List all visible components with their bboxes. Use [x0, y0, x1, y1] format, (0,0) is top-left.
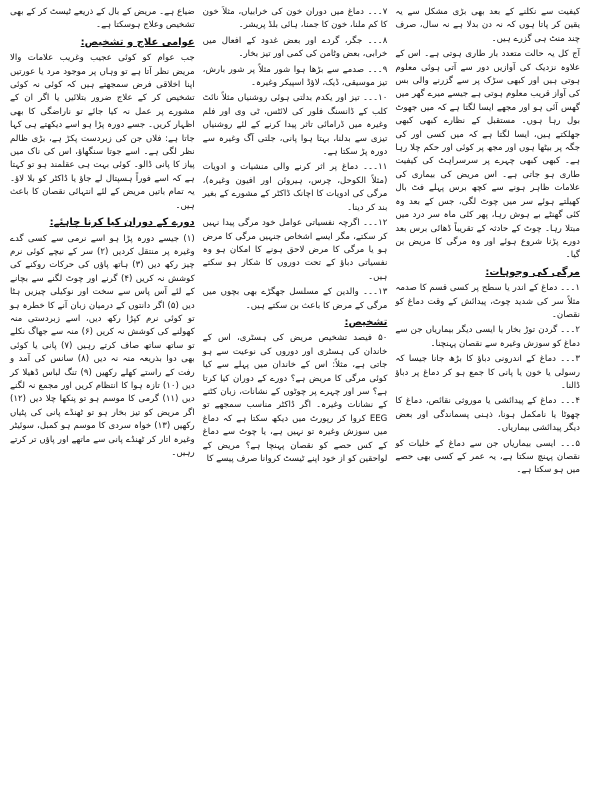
paragraph: ۹۔۔۔ صدمے سے بڑھا ہوا شور مثلاً پر شور بارش، تیز موسیقی، ڈیک، لاؤڈ اسپیکر وغیرہ۔ [202, 64, 388, 89]
paragraph: ۷۔۔۔ دماغ میں دوران خون کی خرابیاں، مثلاً خون کا کم ملنا، خون کا جمنا، ہائی بلڈ پریشر۔ [202, 7, 388, 31]
section-heading: مرگی کی وجوہات: [485, 266, 581, 278]
paragraph: ۸۔۔۔ جگر، گردے اور بعض غدود کے افعال میں خرابی، بعض وٹامن کی کمی اور تیز بخار۔ [202, 35, 388, 60]
paragraph: ۵۔۔۔ ایسی بیماریاں جن سے دماغ کے خلیات کو نقصان پہنچ سکتا ہے، یہ عمر کے کسی بھی حصے میں ہو سکتا ہے۔ [395, 438, 581, 476]
column-right [391, 6, 584, 794]
paragraph: کیفیت سے نکلنے کے بعد بھی بڑی مشکل سے یہ یقین کر پاتا ہوں کہ نہ دن بدلا ہے نہ سال، صرف چند منٹ ہی گزرے ہیں۔ [395, 7, 581, 44]
paragraph: (۱) جیسے دورہ پڑا ہو اسے نرمی سے کسی گدے وغیرہ پر منتقل کردیں (۲) سر کے نیچے کوئی نرم چیز رکھ دیں (۳) ہاتھ پاؤں کی حرکات روکنے کی کوشش نہ کریں (۴) گرنے اور چوٹ لگنے سے بچانے کے لئے آس پاس سے سخت اور نوکیلی چیزیں ہٹا دیں (۵) اگر دانتوں کے درمیان زبان آنے کا خطرہ ہو تو کوئی نرم کپڑا رکھ دیں، اسے زبردستی منہ کھولنے کی کوشش نہ کریں (۶) منہ سے جھاگ نکلے تو ساتھ ساتھ صاف کرتے رہیں (۷) پانی یا کوئی بھی دوا بذریعہ منہ نہ دیں (۸) سانس کی آمد و رفت کے راستے کھلے رکھیں (۹) تنگ لباس ڈھیلا کر دیں (۱۰) تازہ ہوا کا انتظام کریں اور مجمع نہ لگنے دیں (۱۱) گرمی کا موسم ہو تو پنکھا چلا دیں (۱۲) اگر مریض کو تیز بخار ہو تو ٹھنڈے پانی کی پٹیاں رکھیں (۱۳) خواہ سردی کا موسم ہو کمبل، سوئیٹر وغیرہ اتار کر ٹھنڈے پانی سے ماتھے اور پاؤں تر کرتے رہیں۔ [10, 233, 195, 458]
column-middle [199, 6, 392, 794]
section-heading: دورے کے دوران کیا کرنا چاہئے: [49, 217, 195, 229]
column-left [6, 6, 199, 794]
paragraph: ضیاع ہے۔ مریض کے بال کے ذریعے ٹیسٹ کر کے بھی تشخیص وعلاج ہوسکتا ہے۔ [10, 7, 195, 31]
section-heading: تشخیص: [344, 316, 388, 328]
paragraph: آج کل یہ حالت متعدد بار طاری ہوتی ہے۔ اس کے علاوہ نزدیک کی آوازیں دور سے آتی ہوئی معلوم ہوتی ہیں اور کبھی سڑک پر سے گزرنے والی بس کی آواز قریب معلوم ہوتی ہے جیسے میرے گھر میں گھس آئی ہو اور مجھے ایسا لگتا ہے کہ میں جھوٹ بول رہا ہوں۔ مستقبل کے نظارے کبھی کبھی جھلکتے ہیں، ایسا لگتا ہے کہ میں کسی اور کی جگہ پر بیٹھا ہوں اور مجھ پر کوئی اور حکم چلا رہا ہے۔ کبھی کبھی چہرے پر سرسراہٹ کی کیفیت طاری ہو جاتی ہے۔ اس مریض کی بیماری کی علامات ظاہر ہونے سے کچھ برس پہلے فٹ بال کھیلتے ہوئے سر میں چوٹ لگی، جس کے بعد وہ کئی گھنٹے بے ہوش رہا، پھر کئی ماہ سر درد میں مبتلا رہا۔ چوٹ کے حادثہ کے تقریباً ڈھائی برس بعد دورے پڑنا شروع ہوئے اور وہ مرگی کا مریض بن گیا۔ [395, 49, 581, 261]
document-page [6, 6, 584, 794]
paragraph: ۵۰ فیصد تشخیص مریض کی ہسٹری، اس کے خاندان کی ہسٹری اور دوروں کی نوعیت سے ہو جاتی ہے، مثلاً: اس کے خاندان میں پہلے سے کیا کوئی مرگی کا مریض ہے؟ دورے کے دوران کیا کرتا ہے؟ سر اور چہرے پر چوٹوں کے نشانات، زبان کٹنے کے نشانات وغیرہ۔ اگر ڈاکٹر مناسب سمجھے تو EEG کروا کر رپورٹ میں دیکھ سکتا ہے کہ دماغ میں سوزش وغیرہ تو نہیں ہے، یا چوٹ سے دماغ کے کس حصے کو نقصان پہنچا ہے؟ مریض کے لواحقین کو از خود اپنے ٹیسٹ کروانا صرف پیسے کا [202, 333, 388, 464]
paragraph: ۱۔۔۔ دماغ کے اندر یا سطح پر کسی قسم کا صدمہ مثلاً سر کی شدید چوٹ، پیدائش کے وقت دماغ کو نقصان۔ [395, 283, 581, 320]
paragraph: جب عوام کو کوئی عجیب وغریب علامات والا مریض نظر آتا ہے تو وہاں پر موجود مرد یا عورتیں اپنا اخلاقی فرض سمجھتے ہیں کہ کوئی نہ کوئی تشخیص کر کے علاج ضرور بتلائیں یا اگر ان کے مشورے پر عمل نہ کیا جائے تو ناراضگی کا بھی اظہار کریں۔ جسے دورہ پڑا ہو اسے دیکھتے ہی کہا جاتا ہے: فلاں جن کی زبردست پکڑ ہے، بڑی ظالم نظر لگی ہے۔ اسے جوتا سنگھاؤ، اس کی ناک میں پیاز کا پانی ڈالو۔ کوئی بہت ہی عقلمند ہو تو کہتا ہے کہ اسے فوراً ہسپتال لے جاؤ یا ڈاکٹر کو بلا لاؤ۔ یہ تمام باتیں مریض کے لئے انتہائی نقصان کا باعث ہیں۔ [10, 53, 195, 211]
paragraph: ۴۔۔۔ دماغ کے پیدائشی یا موروثی نقائص، دماغ کا چھوٹا یا نامکمل ہونا، ذہنی پسماندگی اور بعض دیگر پیدائشی بیماریاں۔ [395, 396, 581, 434]
paragraph: ۱۳۔۔۔ والدین کے مسلسل جھگڑے بھی بچوں میں مرگی کے مرض کا باعث بن سکتے ہیں۔ [202, 287, 388, 311]
paragraph: ۱۲۔۔۔ اگرچہ نفسیاتی عوامل خود مرگی پیدا نہیں کر سکتے، مگر ایسے اشخاص جنہیں مرگی کا مرض ہو یا مرگی کا مرض لاحق ہونے کا امکان ہو وہ نفسیاتی دباؤ کے تحت دوروں کا شکار ہو سکتے ہیں۔ [202, 218, 388, 282]
paragraph: ۲۔۔۔ گردن توڑ بخار یا ایسی دیگر بیماریاں جن سے دماغ کو سوزش وغیرہ سے نقصان پہنچنا۔ [395, 325, 581, 349]
paragraph: ۳۔۔۔ دماغ کے اندرونی دباؤ کا بڑھ جانا جیسا کہ رسولی یا خون یا پانی کا جمع ہو کر دماغ پر دباؤ ڈالنا۔ [395, 354, 581, 391]
section-heading: عوامی علاج و تشخیص: [80, 36, 195, 48]
paragraph: ۱۱۔۔۔ دماغ پر اثر کرنے والی منشیات و ادویات (مثلاً الکوحل، چرس، ہیروئن اور افیون وغیرہ)، مرگی کی ادویات کا اچانک ڈاکٹر کے مشورے کے بغیر بند کر دینا۔ [202, 162, 388, 213]
paragraph: ۱۰۔۔۔ تیز اور یکدم بدلتی ہوئی روشنیاں مثلاً نائٹ کلب کے ڈانسنگ فلور کی لائٹس، ٹی وی اور فلم وغیرہ میں ڈرامائی تاثر پیدا کرنے کے لئے روشنیاں تیزی سے بدلنا، بہتا ہوا پانی، جلتی آگ وغیرہ سے دورہ پڑ سکتا ہے۔ [202, 93, 388, 158]
